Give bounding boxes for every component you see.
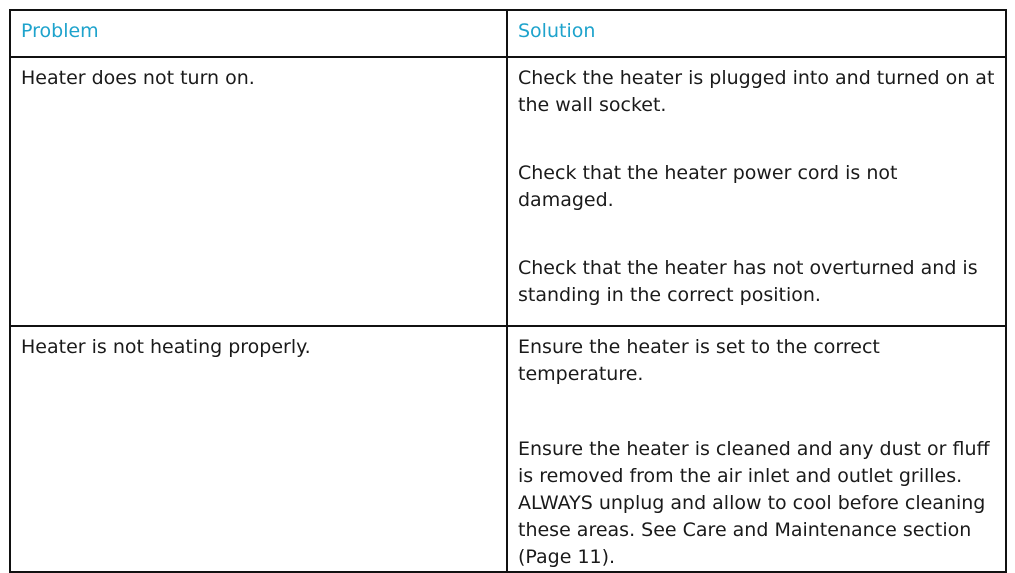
problem-cell: Heater is not heating properly. xyxy=(10,326,507,572)
solution-column-header: Solution xyxy=(507,10,1006,57)
solution-text: Ensure the heater is set to the correct temperature. xyxy=(518,336,880,385)
table-row xyxy=(10,57,1006,326)
table-row xyxy=(10,326,1006,572)
problem-column-header: Problem xyxy=(10,10,507,57)
troubleshooting-table xyxy=(9,9,1007,573)
solution-cell xyxy=(507,326,1006,572)
table-header-row xyxy=(10,10,1006,57)
solution-text: Check that the heater has not overturned and is standing in the correct position. xyxy=(518,257,978,306)
problem-cell: Heater does not turn on. xyxy=(10,57,507,326)
solution-cell xyxy=(507,57,1006,326)
solution-text: Check that the heater power cord is not damaged. xyxy=(518,162,898,211)
solution-text: Check the heater is plugged into and turned on at the wall socket. xyxy=(518,67,995,116)
solution-text: Ensure the heater is cleaned and any dust or fluff is removed from the air inlet and outlet grilles. ALWAYS unplug and allow to cool before cleaning these areas. See Care and Maintenance section (Page 11). xyxy=(518,438,990,568)
